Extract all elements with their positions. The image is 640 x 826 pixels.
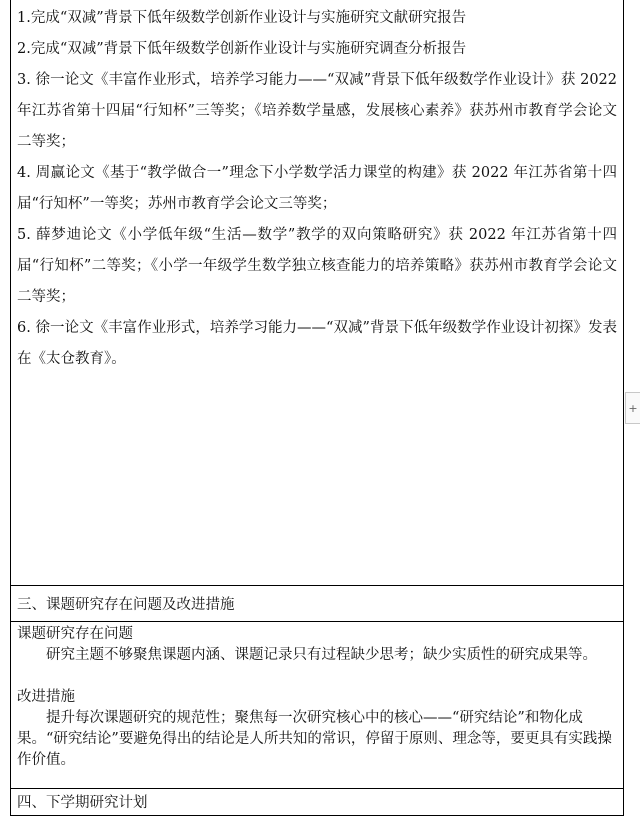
outcome-item: 1.完成“双减”背景下低年级数学创新作业设计与实施研究文献研究报告	[17, 10, 467, 26]
outcome-item: 3. 徐一论文《丰富作业形式，培养学习能力——“双减”背景下低年级数学作业设计》获 2022 年江苏省第十四届“行知杯”三等奖；《培养数学量感，发展核心素养》获苏州市教育学会论文二等奖；	[17, 72, 617, 150]
problems-text: 研究主题不够聚焦课题内涵、课题记录只有过程缺少思考；缺少实质性的研究成果等。	[46, 647, 597, 663]
outcome-item: 4. 周赢论文《基于“教学做合一”理念下小学数学活力课堂的构建》获 2022 年江苏省第十四届“行知杯”一等奖；苏州市教育学会论文三等奖；	[17, 165, 617, 212]
section-3-heading: 三、课题研究存在问题及改进措施	[11, 586, 623, 622]
spacer	[17, 666, 617, 687]
outcome-item: 5. 薛梦迪论文《小学低年级“生活—数学”教学的双向策略研究》获 2022 年江苏省第十四届“行知杯”二等奖；《小学一年级学生数学独立核查能力的培养策略》获苏州市教育学会论文二等奖；	[17, 227, 617, 305]
research-outcomes-cell	[11, 0, 623, 586]
measures-text: 提升每次课题研究的规范性；聚焦每一次研究核心中的核心——“研究结论”和物化成果。“研究结论”要避免得出的结论是人所共知的常识，停留于原则、理念等，要更具有实践操作价值。	[17, 710, 612, 768]
outcome-item: 6. 徐一论文《丰富作业形式，培养学习能力——“双减”背景下低年级数学作业设计初探》发表在《太仓教育》。	[17, 320, 617, 367]
problems-heading: 课题研究存在问题	[17, 626, 133, 642]
outcome-item: 2.完成“双减”背景下低年级数学创新作业设计与实施研究调查分析报告	[17, 41, 467, 57]
section-4-heading: 四、下学期研究计划	[11, 789, 623, 816]
expand-side-tab[interactable]	[625, 392, 640, 424]
issues-cell	[11, 622, 623, 789]
plus-icon: +	[628, 401, 638, 415]
report-table	[10, 0, 624, 816]
measures-heading: 改进措施	[17, 689, 75, 705]
